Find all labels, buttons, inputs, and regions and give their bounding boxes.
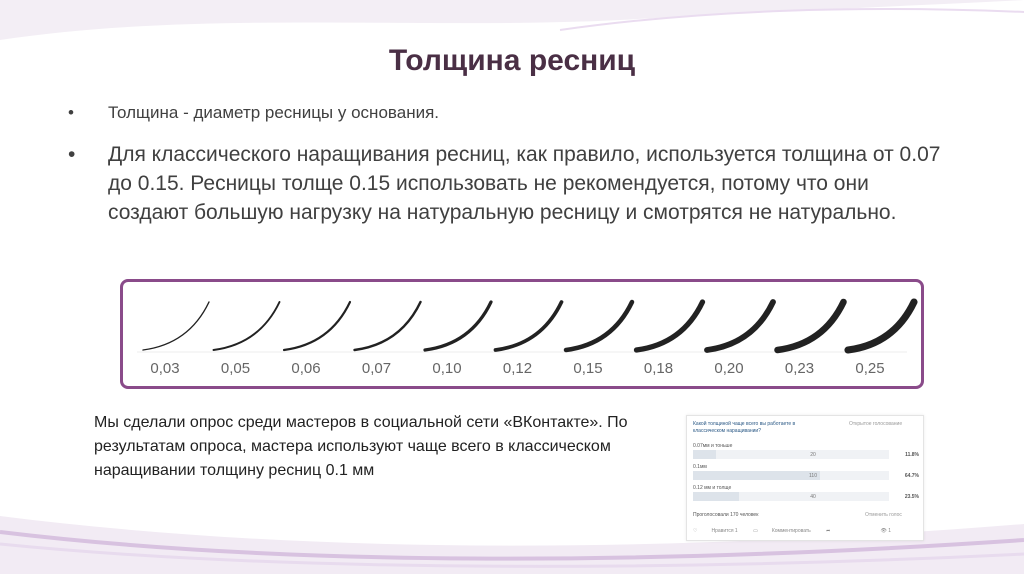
poll-views-count: 1 <box>888 528 891 534</box>
lash-thickness-label: 0,10 <box>432 360 462 377</box>
vk-poll-screenshot <box>686 415 924 541</box>
poll-meta: Открытое голосование <box>849 421 903 427</box>
poll-likes[interactable]: Нравится 1 <box>711 528 738 534</box>
bullet-dot-icon: • <box>68 143 76 166</box>
poll-share-icon[interactable]: ➦ <box>826 528 831 534</box>
poll-views: 👁 1 <box>880 528 891 534</box>
poll-option-bar[interactable] <box>693 471 889 480</box>
lash-curve <box>637 302 703 350</box>
lash-curve <box>496 302 562 350</box>
poll-option-percent: 64.7% <box>904 473 919 479</box>
poll-option-label: 0.12 мм и толще <box>693 485 732 491</box>
poll-comment[interactable]: Комментировать <box>771 528 811 534</box>
poll-option-label: 0.1мм <box>693 464 707 470</box>
lash-thickness-label: 0,06 <box>291 360 321 377</box>
lash-curve <box>778 302 844 350</box>
poll-option-fill <box>693 450 716 459</box>
bullet-text: Для классического наращивания ресниц, как правило, используется толщина от 0.07 до 0.15. Ресницы толще 0.15 использовать не рекомендуется, потому что они создают большую нагрузку на натуральную ресницу и смотрятся не натурально. <box>108 143 941 224</box>
lash-thickness-label: 0,12 <box>502 360 533 377</box>
lash-curve <box>355 302 421 350</box>
lash-curve <box>214 302 280 350</box>
poll-footer <box>693 528 919 534</box>
poll-heart-icon[interactable]: ♡ <box>693 528 698 534</box>
lash-thickness-label: 0,18 <box>643 360 674 377</box>
bullet-list <box>68 100 948 227</box>
poll-option-count: 110 <box>809 473 817 479</box>
poll-option-bar[interactable] <box>693 492 889 501</box>
lash-thickness-label: 0,05 <box>220 360 251 377</box>
bullet-text: Толщина - диаметр ресницы у основания. <box>108 103 440 122</box>
poll-option-percent: 11.8% <box>905 452 919 458</box>
poll-option-percent: 23.5% <box>904 494 919 500</box>
poll-option-bar[interactable] <box>693 450 889 459</box>
bullet-item <box>68 140 948 227</box>
lash-thickness-label: 0,20 <box>714 360 744 377</box>
poll-cancel-vote[interactable]: Отменить голос <box>865 512 902 518</box>
lash-thickness-label: 0,07 <box>361 360 392 377</box>
poll-option-count: 20 <box>810 452 816 458</box>
lash-curve <box>284 302 350 350</box>
poll-option-fill <box>693 492 739 501</box>
lash-curve <box>425 302 491 350</box>
survey-description: Мы сделали опрос среди мастеров в социальной сети «ВКонтакте». По результатам опроса, мастера используют чаще всего в классическом наращивании толщину ресниц 0.1 мм <box>94 414 628 479</box>
lash-thickness-label: 0,25 <box>855 360 885 377</box>
poll-option-label: 0.07мм и тоньше <box>693 443 733 449</box>
lash-curve <box>848 302 914 350</box>
lash-thickness-label: 0,15 <box>573 360 603 377</box>
lash-thickness-illustration <box>120 279 924 389</box>
bullet-dot-icon: • <box>68 103 74 122</box>
bullet-item <box>68 100 948 126</box>
lash-thickness-label: 0,03 <box>150 360 180 377</box>
lash-thickness-label: 0,23 <box>784 360 815 377</box>
poll-voted-count: Проголосовали 170 человек <box>693 512 759 518</box>
lash-curve <box>143 302 209 350</box>
poll-option-count: 40 <box>810 494 816 500</box>
slide-title: Толщина ресниц <box>388 44 636 77</box>
poll-question: Какой толщиной чаще всего вы работаете в классическом наращивании? <box>693 421 796 434</box>
lash-curve <box>566 302 632 350</box>
poll-comment-icon[interactable]: ▭ <box>753 528 758 534</box>
lash-row-svg <box>123 282 921 386</box>
lash-curve <box>707 302 773 350</box>
